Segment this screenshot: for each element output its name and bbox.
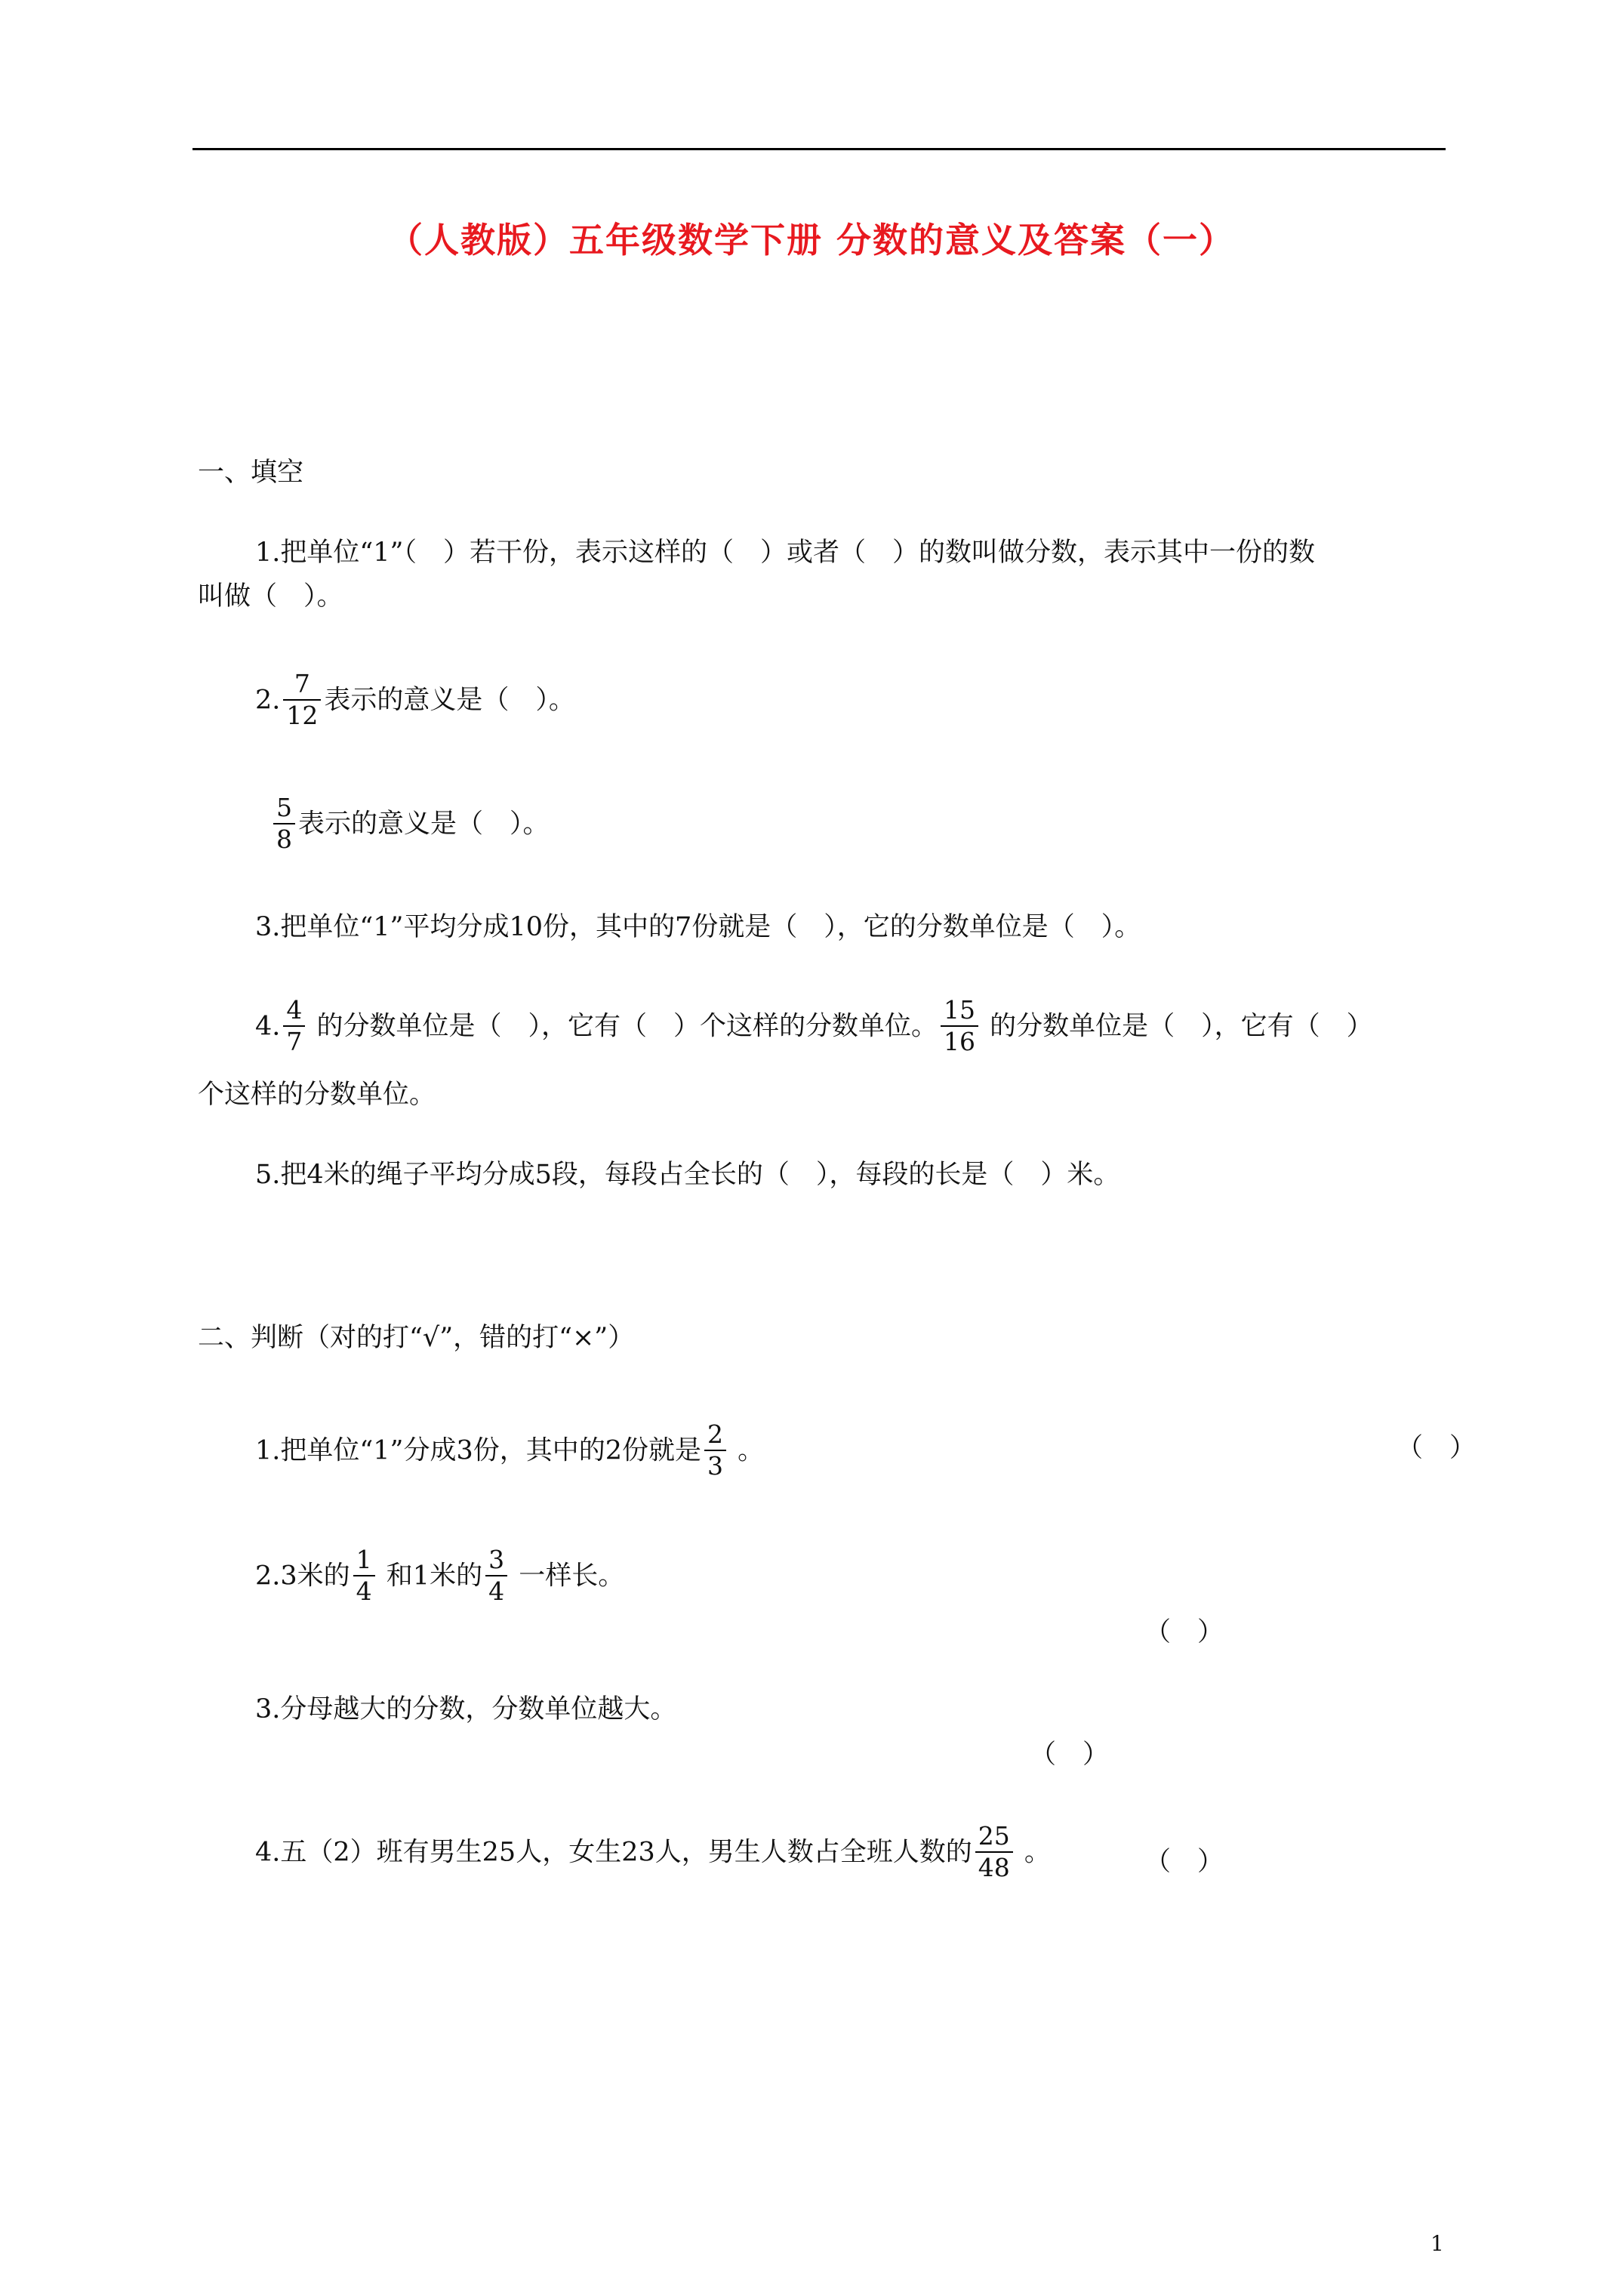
s1-q4-prefix: 4. <box>255 1011 281 1042</box>
s1-q2a-text: 表示的意义是（ ）。 <box>324 685 575 716</box>
fraction <box>941 995 978 1057</box>
s1-q5: 5.把4米的绳子平均分成5段，每段占全长的（ ），每段的长是（ ）米。 <box>255 1160 1120 1190</box>
s1-q4-mid: 的分数单位是（ ），它有（ ）个这样的分数单位。 <box>308 1011 938 1042</box>
fraction-denominator: 48 <box>978 1853 1010 1882</box>
s2-q3: 3.分母越大的分数，分数单位越大。 <box>255 1694 677 1724</box>
page-number: 1 <box>1431 2231 1444 2256</box>
fraction <box>283 995 305 1057</box>
s1-q2a <box>255 670 575 732</box>
section1-heading: 一、填空 <box>198 458 304 488</box>
header-rule <box>192 148 1446 150</box>
fraction-denominator: 16 <box>944 1027 976 1056</box>
s2-q2 <box>255 1546 624 1608</box>
fraction <box>283 669 321 731</box>
section2-heading: 二、判断（对的打“√”，错的打“×”） <box>198 1323 635 1353</box>
fraction-numerator: 7 <box>283 669 321 701</box>
fraction-numerator: 25 <box>975 1821 1013 1853</box>
s1-q1-line1: 1.把单位“1”（ ）若干份，表示这样的（ ）或者（ ）的数叫做分数，表示其中一份的数 <box>255 538 1315 568</box>
fraction-denominator: 4 <box>356 1576 372 1606</box>
s2-q2-prefix: 2.3米的 <box>255 1561 350 1592</box>
fraction-denominator: 4 <box>488 1576 505 1606</box>
s1-q2b <box>270 794 550 856</box>
s1-q4-line2: 个这样的分数单位。 <box>198 1080 436 1110</box>
s2-q1-answer-blank: （ ） <box>1397 1433 1477 1463</box>
s2-q2-mid: 和1米的 <box>377 1561 483 1592</box>
s2-q1-text: 1.把单位“1”分成3份，其中的2份就是 <box>255 1435 701 1466</box>
fraction-numerator: 3 <box>485 1545 507 1576</box>
s2-q1-tail: 。 <box>729 1435 765 1466</box>
s1-q3: 3.把单位“1”平均分成10份，其中的7份就是（ ），它的分数单位是（ ）。 <box>255 912 1141 942</box>
s2-q4-tail: 。 <box>1015 1837 1051 1868</box>
s1-q4 <box>255 997 1373 1059</box>
fraction-denominator: 8 <box>276 824 292 854</box>
s2-q4 <box>255 1823 1051 1885</box>
s1-q2b-text: 表示的意义是（ ）。 <box>298 809 550 840</box>
s1-q2a-prefix: 2. <box>255 685 281 716</box>
s2-q3-answer-blank: （ ） <box>1030 1740 1110 1770</box>
fraction-numerator: 15 <box>941 995 978 1027</box>
s2-q1 <box>255 1421 764 1483</box>
fraction-numerator: 1 <box>353 1545 375 1576</box>
fraction-numerator: 5 <box>273 793 295 824</box>
fraction-numerator: 2 <box>704 1419 726 1451</box>
s2-q4-answer-blank: （ ） <box>1144 1847 1224 1877</box>
s2-q2-answer-blank: （ ） <box>1144 1617 1224 1647</box>
s1-q1-line2: 叫做（ ）。 <box>198 581 343 612</box>
fraction-denominator: 12 <box>286 701 319 730</box>
fraction <box>485 1545 507 1607</box>
fraction <box>353 1545 375 1607</box>
page-title: （人教版）五年级数学下册 分数的意义及答案（一） <box>387 220 1235 260</box>
fraction <box>704 1419 726 1481</box>
fraction <box>273 793 295 855</box>
fraction-numerator: 4 <box>283 995 305 1027</box>
fraction <box>975 1821 1013 1883</box>
s2-q4-text: 4.五（2）班有男生25人，女生23人，男生人数占全班人数的 <box>255 1837 972 1868</box>
fraction-denominator: 3 <box>707 1451 723 1481</box>
fraction-denominator: 7 <box>286 1027 303 1056</box>
s2-q2-tail: 一样长。 <box>510 1561 625 1592</box>
s1-q4-tail: 的分数单位是（ ），它有（ ） <box>981 1011 1373 1042</box>
